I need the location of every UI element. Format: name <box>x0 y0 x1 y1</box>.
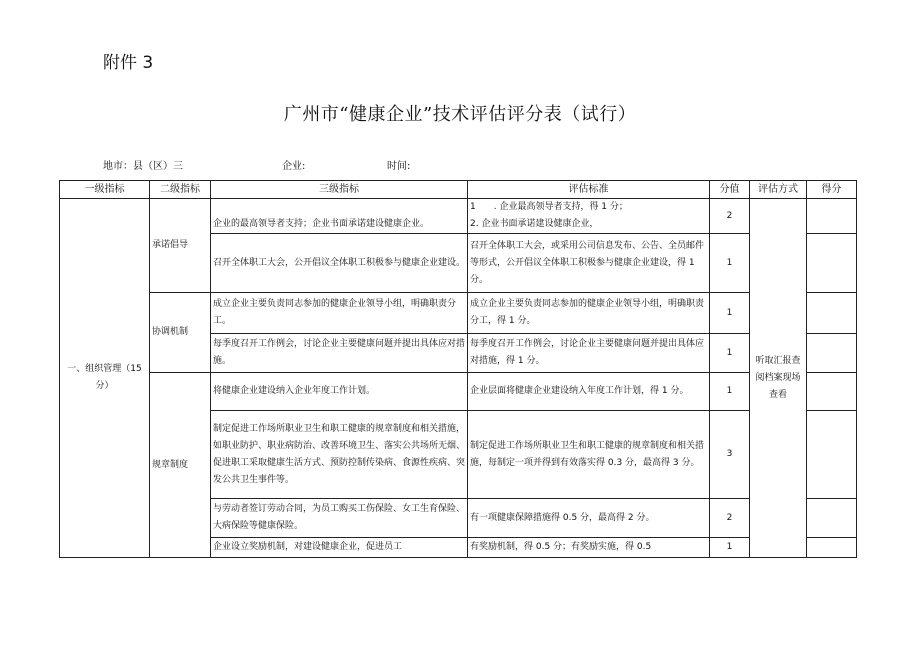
standard-cell: 成立企业主要负责同志参加的健康企业领导小组，明确职责分工，得 1 分。 <box>468 293 710 334</box>
standard-cell: 1 . 企业最高领导者支持，得 1 分； 2. 企业书面承诺建设健康企业， <box>468 199 710 234</box>
meta-location: 地市：县（区）三 <box>103 161 183 172</box>
got-cell[interactable] <box>807 411 857 499</box>
attachment-label: 附件 3 <box>103 53 154 73</box>
standard-cell: 制定促进工作场所职业卫生和职工健康的规章制度和相关措施，每制定一项并得到有效落实得 0.3 分，最高得 3 分。 <box>468 411 710 499</box>
indicator-cell: 将健康企业建设纳入企业年度工作计划。 <box>211 373 468 411</box>
got-cell[interactable] <box>807 373 857 411</box>
header-level2: 二级指标 <box>150 181 211 199</box>
level2-coord-label: 协调机制 <box>152 327 189 337</box>
level2-commit-cell <box>150 199 211 293</box>
score-cell: 1 <box>710 334 750 373</box>
method-cell <box>750 199 807 558</box>
header-score: 分值 <box>710 181 750 199</box>
indicator-cell: 与劳动者签订劳动合同，为员工购买工伤保险、女工生育保险、大病保险等健康保险。 <box>211 499 468 538</box>
header-level3: 三级指标 <box>211 181 468 199</box>
indicator-cell: 制定促进工作场所职业卫生和职工健康的规章制度和相关措施，如职业防护、职业病防治、改善环境卫生、落实公共场所无烟、促进职工采取健康生活方式、预防控制传染病、食源性疾病、突发公共卫生事件等。 <box>211 411 468 499</box>
method-label: 听取汇报查阅档案现场查看 <box>755 355 801 400</box>
score-cell: 1 <box>710 373 750 411</box>
standard-cell: 企业层面将健康企业建设纳入年度工作计划，得 1 分。 <box>468 373 710 411</box>
standard-cell: 有奖励机制，得 0.5 分；有奖励实施，得 0.5 <box>468 538 710 558</box>
level1-label: 一、组织管理（15分） <box>67 364 142 391</box>
score-cell: 1 <box>710 293 750 334</box>
got-cell[interactable] <box>807 199 857 234</box>
indicator-cell: 每季度召开工作例会，讨论企业主要健康问题并提出具体应对措施。 <box>211 334 468 373</box>
table-row <box>60 199 857 234</box>
header-method: 评估方式 <box>750 181 807 199</box>
indicator-cell: 企业设立奖励机制，对建设健康企业，促进员工 <box>211 538 468 558</box>
header-got: 得分 <box>807 181 857 199</box>
got-cell[interactable] <box>807 293 857 334</box>
header-row <box>60 181 857 199</box>
meta-time: 时间: <box>387 161 411 172</box>
level2-rules-cell <box>150 373 211 558</box>
score-cell: 2 <box>710 499 750 538</box>
got-cell[interactable] <box>807 334 857 373</box>
indicator-cell: 成立企业主要负责同志参加的健康企业领导小组，明确职责分工。 <box>211 293 468 334</box>
level2-commit-label: 承诺倡导 <box>152 240 189 250</box>
score-cell: 1 <box>710 538 750 558</box>
table-row <box>60 293 857 334</box>
score-cell: 3 <box>710 411 750 499</box>
standard-cell: 有一项健康保障措施得 0.5 分，最高得 2 分。 <box>468 499 710 538</box>
got-cell[interactable] <box>807 499 857 538</box>
table-row <box>60 373 857 411</box>
got-cell[interactable] <box>807 538 857 558</box>
standard-cell: 每季度召开工作例会，讨论企业主要健康问题并提出具体应对措施，得 1 分。 <box>468 334 710 373</box>
score-cell: 1 <box>710 234 750 293</box>
meta-company: 企业: <box>282 161 306 172</box>
header-standard: 评估标准 <box>468 181 710 199</box>
indicator-cell: 企业的最高领导者支持；企业书面承诺建设健康企业。 <box>211 199 468 234</box>
page-title: 广州市“健康企业”技术评估评分表（试行） <box>283 104 637 125</box>
got-cell[interactable] <box>807 234 857 293</box>
level1-cell <box>60 199 150 558</box>
score-table <box>59 180 857 558</box>
indicator-cell: 召开全体职工大会，公开倡议全体职工积极参与健康企业建设。 <box>211 234 468 293</box>
score-cell: 2 <box>710 199 750 234</box>
standard-cell: 召开全体职工大会，或采用公司信息发布、公告、全员邮件等形式，公开倡议全体职工积极参与健康企业建设，得 1 分。 <box>468 234 710 293</box>
level2-rules-label: 规章制度 <box>152 459 189 470</box>
header-level1: 一级指标 <box>60 181 150 199</box>
level2-coord-cell <box>150 293 211 373</box>
